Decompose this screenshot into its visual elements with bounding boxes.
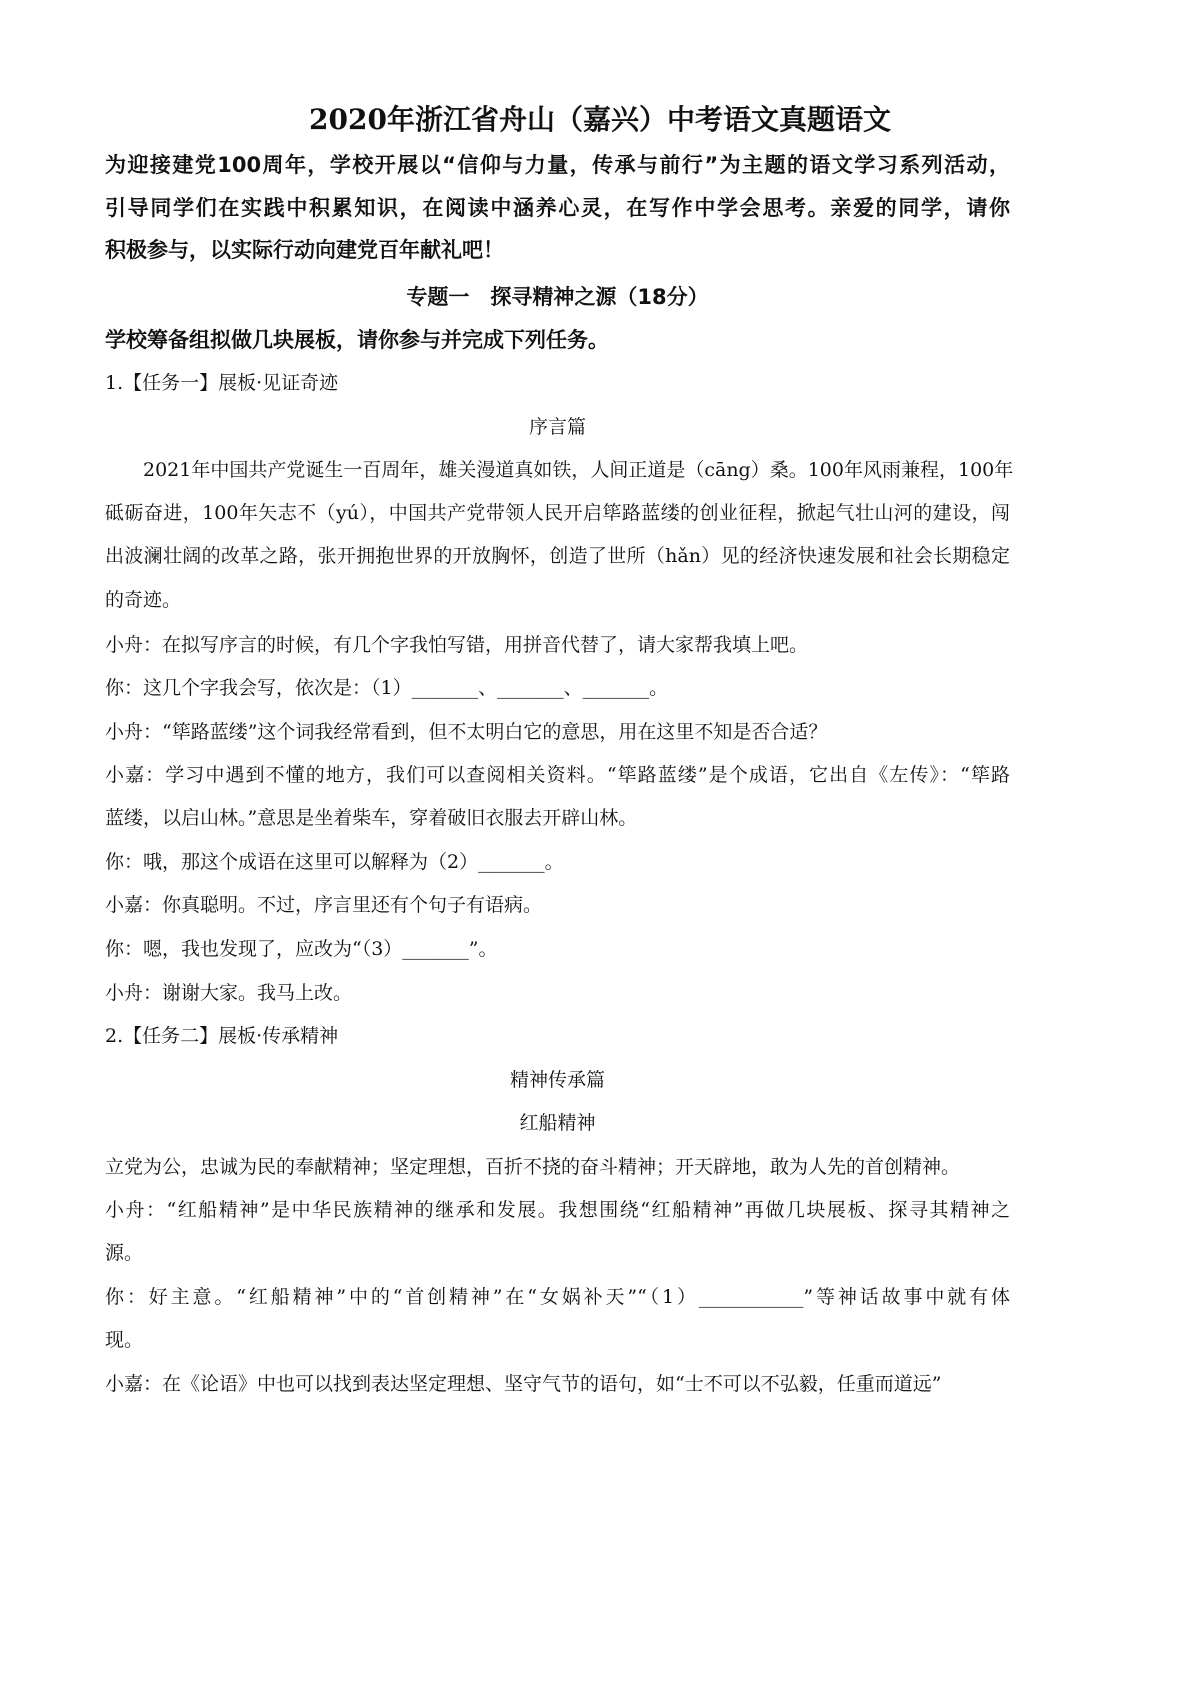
q2-line: 小舟：“红船精神”是中华民族精神的继承和发展。我想围绕“红船精神”再做几块展板、探寻其精神之 <box>105 1199 1010 1221</box>
dialogue-line: 你：嗯，我也发现了，应改为“（3）_______”。 <box>105 938 498 960</box>
q2-line: 现。 <box>105 1329 144 1351</box>
task-intro: 学校筹备组拟做几块展板，请你参与并完成下列任务。 <box>105 328 609 352</box>
q2-label: 2.【任务二】展板·传承精神 <box>105 1025 339 1047</box>
q2-line: 立党为公，忠诚为民的奉献精神；坚定理想，百折不挠的奋斗精神；开天辟地，敢为人先的首创精神。 <box>105 1156 961 1178</box>
q2-line: 你：好主意。“红船精神”中的“首创精神”在“女娲补天”“（1）___________”等神话故事中就有体 <box>105 1286 1010 1308</box>
q2-line: 源。 <box>105 1242 144 1264</box>
q2-line: 小嘉：在《论语》中也可以找到表达坚定理想、坚守气节的语句，如“士不可以不弘毅，任重而道远” <box>105 1373 942 1395</box>
dialogue-line: 你：这几个字我会写，依次是：（1）_______、_______、_______。 <box>105 677 669 699</box>
intro-line: 为迎接建党100周年，学校开展以“信仰与力量，传承与前行”为主题的语文学习系列活动， <box>105 153 1010 177</box>
dialogue-line: 小舟：谢谢大家。我马上改。 <box>105 982 353 1004</box>
q2-subtitle-2: 红船精神 <box>519 1112 596 1134</box>
dialogue-line: 小舟：在拟写序言的时候，有几个字我怕写错，用拼音代替了，请大家帮我填上吧。 <box>105 634 809 656</box>
passage-line: 砥砺奋进，100年矢志不（yú），中国共产党带领人民开启筚路蓝缕的创业征程，掀起气壮山河的建设，闯 <box>105 502 1010 524</box>
passage-line: 2021年中国共产党诞生一百周年，雄关漫道真如铁，人间正道是（cāng）桑。100年风雨兼程，100年 <box>143 459 1014 481</box>
dialogue-line: 小嘉：学习中遇到不懂的地方，我们可以查阅相关资料。“筚路蓝缕”是个成语，它出自《左传》：“筚路 <box>105 764 1010 786</box>
section-heading: 专题一 探寻精神之源（18分） <box>406 285 709 309</box>
dialogue-line: 小嘉：你真聪明。不过，序言里还有个句子有语病。 <box>105 894 543 916</box>
q2-subtitle: 精神传承篇 <box>509 1069 605 1091</box>
passage-line: 出波澜壮阔的改革之路，张开拥抱世界的开放胸怀，创造了世所（hǎn）见的经济快速发展和社会长期稳定 <box>105 545 1010 567</box>
passage-line: 的奇迹。 <box>105 589 182 611</box>
page-title: 2020年浙江省舟山（嘉兴）中考语文真题语文 <box>309 103 891 136</box>
intro-line: 引导同学们在实践中积累知识，在阅读中涵养心灵，在写作中学会思考。亲爱的同学，请你 <box>105 196 1010 220</box>
q1-subtitle: 序言篇 <box>528 416 586 438</box>
q1-label: 1.【任务一】展板·见证奇迹 <box>105 372 339 394</box>
dialogue-line: 你：哦，那这个成语在这里可以解释为（2）_______。 <box>105 851 564 873</box>
dialogue-line: 蓝缕，以启山林。”意思是坐着柴车，穿着破旧衣服去开辟山林。 <box>105 807 638 829</box>
dialogue-line: 小舟：“筚路蓝缕”这个词我经常看到，但不太明白它的意思，用在这里不知是否合适？ <box>105 721 828 743</box>
intro-line: 积极参与，以实际行动向建党百年献礼吧！ <box>105 238 504 262</box>
